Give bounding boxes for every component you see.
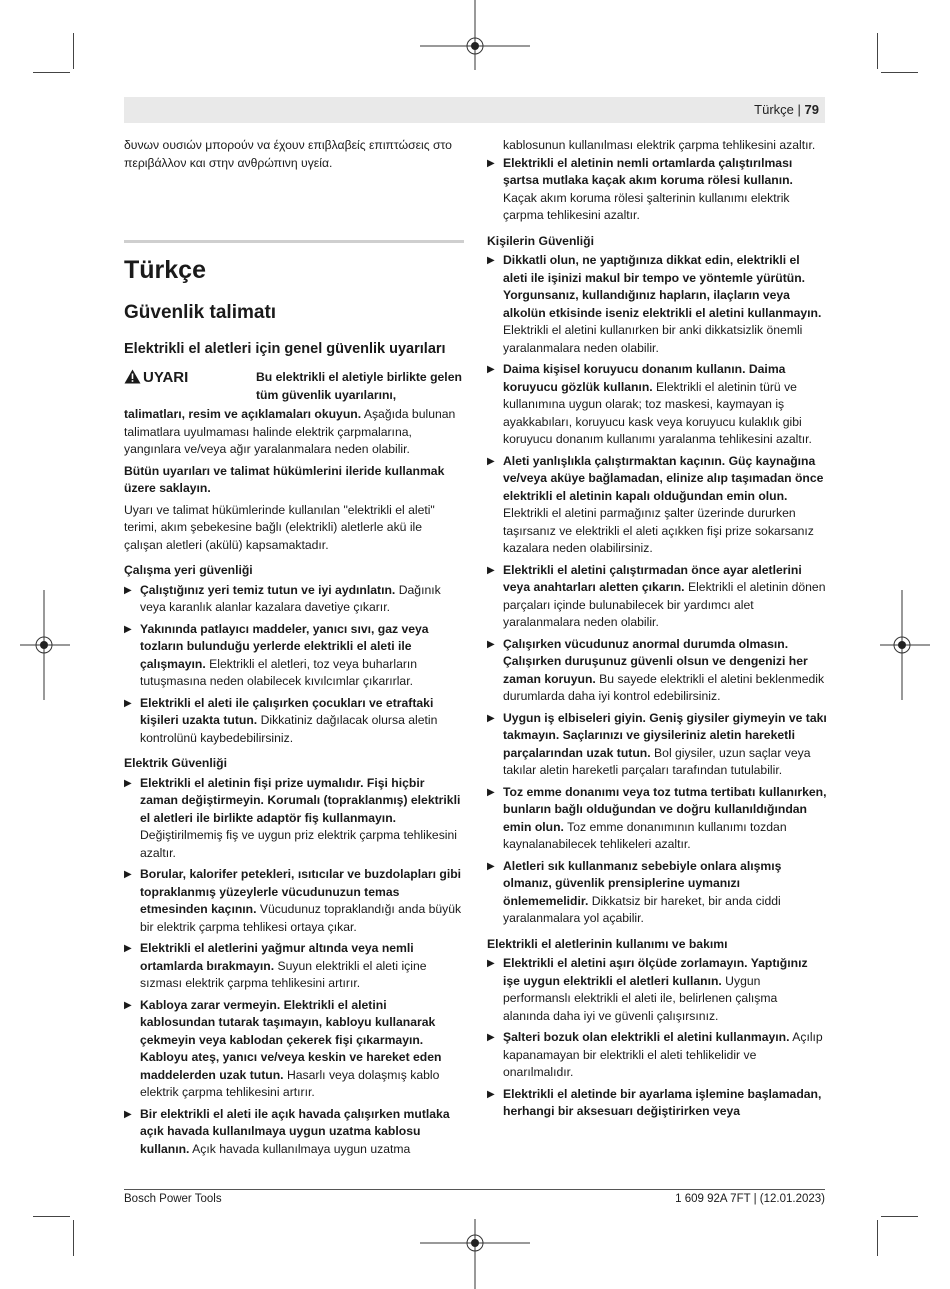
- bullet-arrow-icon: ▶: [124, 869, 132, 880]
- list-item: ▶ Bir elektrikli el aleti ile açık havada çalışırken mutlaka açık havada kullanılmaya uygun uzatma kablosu kullanın. Açık havada kullanılmaya uygun uzatma: [124, 1106, 450, 1156]
- registration-mark: [420, 0, 530, 70]
- list-item: ▶ Şalteri bozuk olan elektrikli el aletini kullanmayın. Açılıp kapanamayan bir elektrikli el aleti tehlikelidir ve onarılmalıdır.: [487, 1030, 823, 1079]
- crop-mark: [881, 1216, 918, 1217]
- registration-mark: [420, 1219, 530, 1289]
- crop-mark: [33, 72, 70, 73]
- list-item: ▶ Çalışırken vücudunuz anormal durumda olmasın. Çalışırken duruşunuz güvenli olsun ve dengenizi her zaman koruyun. Bu sayede elektrikli el aletini beklenmedik durumlarda daha iyi kontrol edebilirsiniz.: [487, 636, 825, 703]
- warning-text: Aşağıda bulunan talimatlara uyulmaması halinde elektrik çarpmalarına, yangınlara ve/veya ağır yaralanmalara neden olabilir.: [124, 407, 456, 456]
- warning-triangle-icon: [124, 369, 141, 384]
- crop-mark: [881, 72, 918, 73]
- bullet-arrow-icon: ▶: [487, 860, 495, 872]
- list-item: ▶ Yakınında patlayıcı maddeler, yanıcı sıvı, gaz veya tozların bulunduğu yerlerde elektrikli el aleti ile çalışmayın. Elektrikli el aletleri, toz veya buharların tutuşmasına neden olabilecek kıvılcımlar çıkarırlar.: [124, 621, 429, 688]
- bullet-arrow-icon: ▶: [124, 584, 132, 596]
- list-item: ▶ Elektrikli el aletlerini yağmur altında veya nemli ortamlarda bırakmayın. Suyun elektrikli el aleti içine sızması elektrik çarpma tehlikesini artırır.: [124, 941, 427, 990]
- bullet-arrow-icon: ▶: [487, 638, 495, 650]
- crop-mark: [33, 1216, 70, 1217]
- general-warnings-heading: Elektrikli el aletleri için genel güvenlik uyarıları: [124, 341, 446, 357]
- term-definition: Uyarı ve talimat hükümlerinde kullanılan "elektrikli el aleti" terimi, akım şebekesine bağlı (elektrikli) aletlerle akü ile çalışan aletleri (akülü) kapsamaktadır.: [124, 502, 435, 552]
- bullet-arrow-icon: ▶: [124, 943, 132, 954]
- bullet-arrow-icon: ▶: [124, 623, 132, 635]
- bullet-arrow-icon: ▶: [487, 712, 495, 724]
- bullet-arrow-icon: ▶: [487, 1032, 495, 1043]
- bullet-arrow-icon: ▶: [487, 958, 495, 969]
- bullet-arrow-icon: ▶: [124, 1108, 132, 1120]
- warning-label: UYARI: [143, 369, 189, 386]
- list-item: ▶ Elektrikli el aletini aşırı ölçüde zorlamayın. Yaptığınız işe uygun elektrikli el aletleri kullanın. Uygun performanslı elektrikli el aleti ile, belirlenen çalışma alanında daha iyi ve güvenli çalışırsınız.: [487, 956, 808, 1023]
- list-item: ▶ Çalıştığınız yeri temiz tutun ve iyi aydınlatın. Dağınık veya karanlık alanlar kazalara davetiye çıkarır.: [124, 582, 441, 614]
- registration-mark: [880, 590, 930, 700]
- crop-mark: [73, 33, 74, 69]
- registration-mark: [20, 590, 70, 700]
- footer-brand: Bosch Power Tools: [124, 1193, 222, 1205]
- safety-heading: Güvenlik talimatı: [124, 302, 277, 323]
- language-heading: Türkçe: [124, 256, 206, 284]
- list-item: ▶ Daima kişisel koruyucu donanım kullanın. Daima koruyucu gözlük kullanın. Elektrikli el aletinin türü ve kullanımına uygun olarak; toz maskesi, kaymayan iş ayakkabıları, koruyucu kask veya koruyucu kulaklık gibi koruyucu donanım kullanımı yaralanma tehlikesini azaltır.: [487, 362, 812, 446]
- header-section: Türkçe: [754, 102, 794, 117]
- crop-mark: [73, 1220, 74, 1256]
- crop-mark: [877, 1220, 878, 1256]
- list-item: ▶ Aletleri sık kullanmanız sebebiyle onlara alışmış olmanız, güvenlik prensiplerine uymanızı önlememelidir. Dikkatsiz bir hareket, bir anda ciddi yaralanmalara yol açabilir.: [487, 858, 782, 925]
- bullet-arrow-icon: ▶: [487, 786, 495, 798]
- bullet-arrow-icon: ▶: [487, 455, 495, 467]
- list-item: ▶ Elektrikli el aletinin nemli ortamlarda çalıştırılması şartsa mutlaka kaçak akım koruma rölesi kullanın. Kaçak akım koruma rölesi şalterinin kullanımı elektrik çarpma tehlikesini azaltır.: [487, 155, 793, 222]
- warning-block: [124, 369, 464, 404]
- header-separator: |: [797, 102, 801, 117]
- page-header: [124, 97, 825, 123]
- bullet-arrow-icon: ▶: [124, 697, 132, 709]
- work-area-heading: Çalışma yeri güvenliği: [124, 563, 253, 577]
- electrical-heading: Elektrik Güvenliği: [124, 756, 227, 770]
- keep-instructions: Bütün uyarıları ve talimat hükümlerini ileride kullanmak üzere saklayın.: [124, 463, 445, 495]
- crop-mark: [877, 33, 878, 69]
- list-item: ▶ Elektrikli el aletinin fişi prize uymalıdır. Fişi hiçbir zaman değiştirmeyin. Korumalı (topraklanmış) elektrikli el aletleri ile birlikte adaptör fiş kullanmayın. Değiştirilmemiş fiş ve uygun priz elektrik çarpma tehlikesini azaltır.: [124, 775, 461, 860]
- continued-text: kablosunun kullanılması elektrik çarpma tehlikesini azaltır.: [503, 138, 816, 152]
- bullet-arrow-icon: ▶: [487, 255, 495, 266]
- list-item: ▶ Borular, kalorifer petekleri, ısıtıcılar ve buzdolapları gibi topraklanmış yüzeylerle vücudunuzun temas etmesinden kaçının. Vücudunuz topraklandığı anda büyük bir elektrik çarpma tehlikesi ortaya çıkar.: [124, 867, 462, 934]
- bullet-arrow-icon: ▶: [487, 564, 495, 576]
- list-item: ▶ Uygun iş elbiseleri giyin. Geniş giysiler giymeyin ve takı takmayın. Saçlarınızı ve giysileriniz aletin hareketli parçalarından uzak tutun. Bol giysiler, uzun saçlar veya takılar aletin hareketli parçaları tarafından tutulabilir.: [487, 710, 827, 777]
- greek-paragraph: δυνων ουσιών μπορούν να έχουν επιβλαβείς επιπτώσεις στο περιβάλλον και στην ανθρώπινη υγεία.: [124, 138, 452, 170]
- list-item: ▶ Elektrikli el aletinde bir ayarlama işlemine başlamadan, herhangi bir aksesuarı değiştirirken veya: [487, 1086, 822, 1118]
- page-number: 79: [804, 102, 819, 117]
- bullet-arrow-icon: ▶: [124, 999, 132, 1011]
- personal-heading: Kişilerin Güvenliği: [487, 233, 595, 248]
- footer-doc-number: 1 609 92A 7FT | (12.01.2023): [675, 1193, 825, 1205]
- bullet-arrow-icon: ▶: [124, 777, 132, 789]
- list-item: ▶ Elektrikli el aleti ile çalışırken çocukları ve etraftaki kişileri uzakta tutun. Dikkatiniz dağılacak olursa aletin kontrolünü kaybedebilirsiniz.: [124, 695, 438, 745]
- section-divider: [124, 240, 464, 243]
- use-care-heading: Elektrikli el aletlerinin kullanımı ve bakımı: [487, 936, 728, 951]
- bullet-arrow-icon: ▶: [487, 364, 495, 375]
- bullet-arrow-icon: ▶: [487, 157, 495, 169]
- list-item: ▶ Aleti yanlışlıkla çalıştırmaktan kaçının. Güç kaynağına ve/veya aküye bağlamadan, elinize alıp taşımadan önce elektrikli el aletinin kapalı olduğundan emin olun. Elektrikli el aletini parmağınız şalter üzerinde dururken taşırsanız ve elektrikli el aleti açıkken fişi prize sokarsanız kazalara neden olabilirsiniz.: [487, 453, 824, 555]
- left-column: [124, 137, 464, 1162]
- list-item: ▶ Dikkatli olun, ne yaptığınıza dikkat edin, elektrikli el aleti ile işinizi makul bir tempo ve yöntemle yürütün. Yorgunsanız, kullandığınız hapların, ilaçların veya alkolün etkisinde iseniz elektrikli el aletini kullanmayın. Elektrikli el aletini kullanırken bir anki dikkatsizlik önemli yaralanmalara neden olabilir.: [487, 253, 822, 355]
- list-item: ▶ Elektrikli el aletini çalıştırmadan önce ayar aletlerini veya anahtarları aletten çıkarın. Elektrikli el aletinin dönen parçaları içinde bulunabilecek bir yardımcı alet yaralanmalara neden olabilir.: [487, 562, 826, 629]
- warning-lead: Bu elektrikli el aletiyle birlikte gelen tüm güvenlik uyarılarını,: [256, 370, 462, 402]
- list-item: ▶ Toz emme donanımı veya toz tutma tertibatı kullanırken, bunların bağlı olduğundan ve doğru kullanıldığından emin olun. Toz emme donanımının kullanımı tozdan kaynalanabilecek tehlikeleri azaltır.: [487, 784, 827, 851]
- footer-divider: [124, 1189, 825, 1190]
- bullet-arrow-icon: ▶: [487, 1088, 495, 1100]
- right-column: [487, 137, 827, 1125]
- list-item: ▶ Kabloya zarar vermeyin. Elektrikli el aletini kablosundan tutarak taşımayın, kabloyu kullanarak çekmeyin veya kablodan çekerek fişi çıkarmayın. Kabloyu ateş, yanıcı ve/veya keskin ve hareket eden maddelerden uzak tutun. Hasarlı veya dolaşmış kablo elektrik çarpma tehlikesini artırır.: [124, 997, 442, 1099]
- warning-lead-cont: talimatları, resim ve açıklamaları okuyun.: [124, 407, 362, 421]
